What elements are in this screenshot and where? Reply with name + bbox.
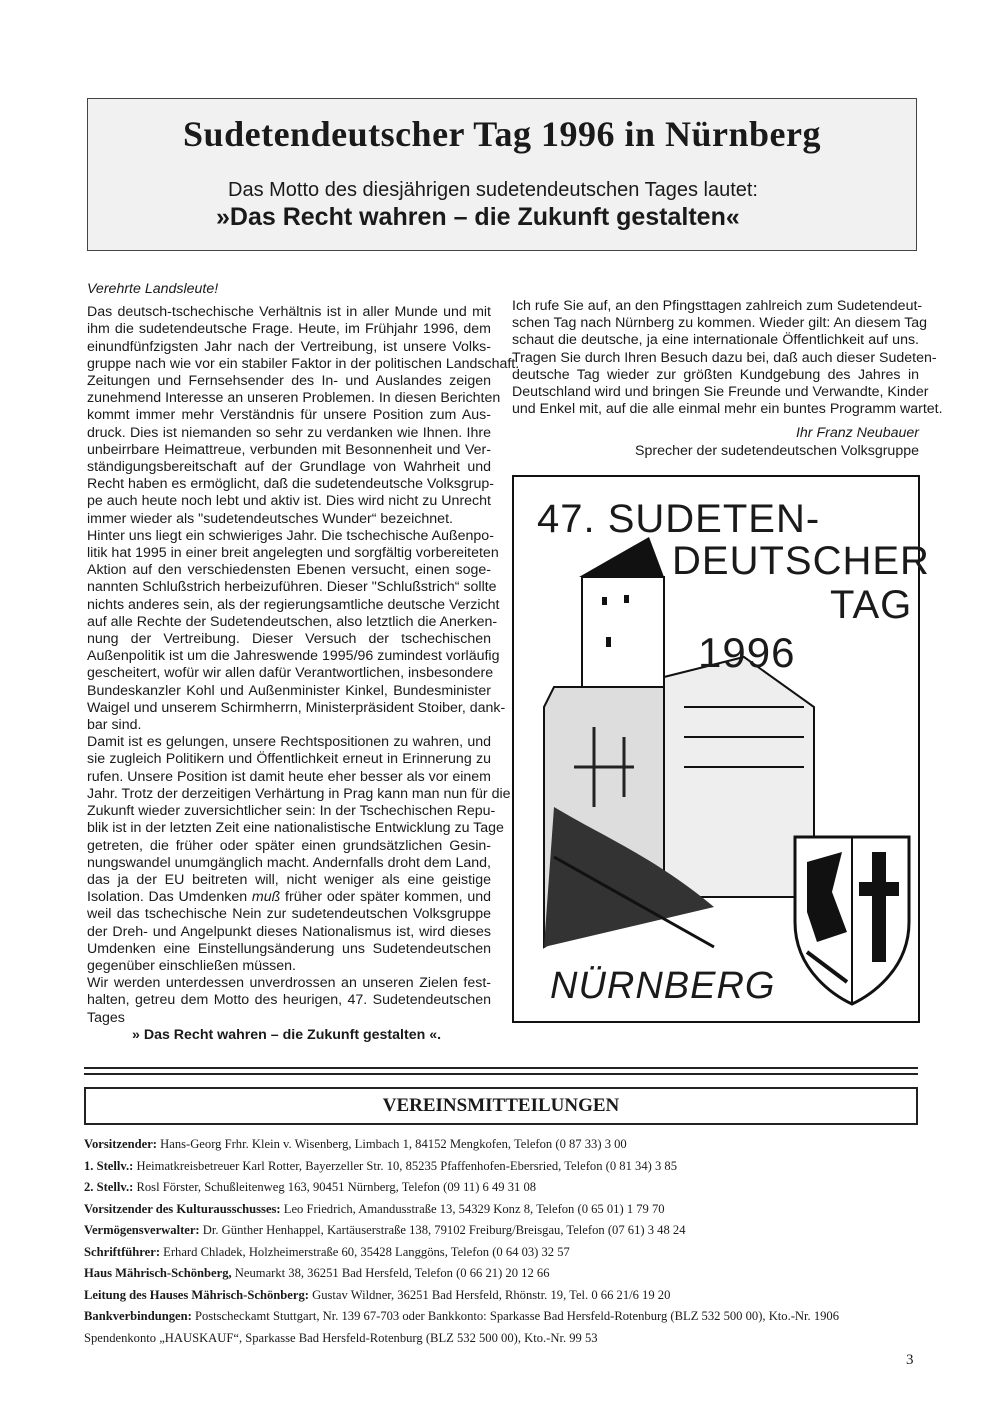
text-line: Damit ist es gelungen, unsere Rechtspositionen zu wahren, und (87, 734, 491, 751)
text-line: Tages (87, 1009, 125, 1026)
text-line: Umdenken eine Einstellungsänderung uns Sudetendeutschen (87, 940, 491, 957)
text-line: der Dreh- und Angelpunkt dieses Nationalismus ist, wird dieses (87, 923, 491, 940)
text-line: und Enkel mit, auf die alle einmal mehr ein buntes Programm wartet. (512, 401, 943, 418)
text-line: zunehmend Interesse an unseren Problemen. In diesen Berichten (87, 390, 501, 407)
text-line: Aktion auf den verschiedensten Ebenen versucht, einen soge- (87, 562, 491, 579)
text-line: Jahr. Trotz der derzeitigen Verhärtung in Prag kann man nun für die (87, 785, 511, 802)
section-heading: VEREINSMITTEILUNGEN (84, 1087, 918, 1125)
text-line: pe auch heute noch lebt und aktiv ist. Dies wird nicht zu Unrecht (87, 493, 491, 510)
signature-role: Sprecher der sudetendeutschen Volksgruppe (635, 442, 919, 459)
contact-entry: Bankverbindungen: Postscheckamt Stuttgart, Nr. 139 67-703 oder Bankkonto: Sparkasse Bad Hersfeld-Rotenburg (BLZ 532 500 00), Kto.-Nr. 1906 (84, 1309, 840, 1323)
text-line: Wir werden unterdessen unverdrossen an unseren Zielen fest- (87, 975, 491, 992)
text-line: unbeirrbare Heimattreue, verbunden mit Besonnenheit und Ver- (87, 441, 491, 458)
text-line: gruppe nach wie vor ein stabiler Faktor in der politischen Landschaft. (87, 355, 520, 372)
text-line: sie zugleich Politikern und Öffentlichkeit erneut in Erinnerung zu (87, 751, 491, 768)
entry-label: Vorsitzender des Kulturausschusses: (84, 1201, 281, 1216)
entry-label: Leitung des Hauses Mährisch-Schönberg: (84, 1287, 309, 1302)
text-line: gegenüber einschließen müssen. (87, 957, 297, 974)
text-line: Isolation. Das Umdenken muß früher oder später kommen, und (87, 889, 491, 906)
contact-entry: Leitung des Hauses Mährisch-Schönberg: Gustav Wildner, 36251 Bad Hersfeld, Rhönstr. 19, Tel. 0 66 21/6 19 20 (84, 1287, 671, 1302)
text-line: nung der Vertreibung. Dieser Versuch der tschechischen (87, 631, 491, 648)
paragraph (87, 734, 511, 975)
left-column (87, 281, 520, 1044)
greeting: Verehrte Landsleute! (87, 281, 219, 297)
text-line: Zeitungen und Fernsehsender des In- und Auslandes zeigen (87, 373, 491, 390)
entry-label: Schriftführer: (84, 1244, 161, 1259)
header-box (87, 98, 917, 251)
text-line: einundfünfzigsten Jahr nach der Vertreibung, ist unsere Volks- (87, 338, 491, 355)
text-line: nungswandel unumgänglich macht. Andernfalls droht dem Land, (87, 854, 491, 871)
event-poster (512, 475, 930, 1023)
text-line: nannten Schlußstrich herbeizuführen. Dieser "Schlußstrich“ sollte (87, 579, 497, 596)
poster-year: 1996 (698, 629, 796, 676)
paragraph (87, 304, 520, 528)
poster-line-3: TAG (830, 583, 913, 627)
text-line: Recht haben es ermöglicht, daß die sudetendeutsche Volksgrup- (87, 476, 494, 493)
motto-intro: Das Motto des diesjährigen sudetendeutschen Tages lautet: (228, 179, 758, 201)
entry-label: Vorsitzender: (84, 1137, 157, 1151)
divider (84, 1073, 918, 1075)
text-line: rufen. Unsere Position ist damit heute eher besser als vor einem (87, 768, 491, 785)
contact-entry: Vermögensverwalter: Dr. Günther Henhappel, Kartäuserstraße 138, 79102 Freiburg/Breisgau, Telefon (07 61) 3 48 24 (84, 1223, 686, 1237)
signature-block (512, 425, 919, 460)
text-line: litik hat 1995 in einer breit angelegten und sorgfältig vorbereiteten (87, 545, 499, 562)
entry-label: 2. Stellv.: (84, 1180, 134, 1194)
entry-label: Bankverbindungen: (84, 1309, 192, 1323)
paragraph (87, 975, 491, 1027)
text-line: druck. Dies ist niemanden so sehr zu verdanken wie Ihnen. Ihre (87, 424, 491, 441)
contact-entry: Vorsitzender: Hans-Georg Frhr. Klein v. Wisenberg, Limbach 1, 84152 Mengkofen, Telefon (0 87 33) 3 00 (84, 1137, 627, 1151)
contact-entry: 1. Stellv.: Heimatkreisbetreuer Karl Rotter, Bayerzeller Str. 10, 85235 Pfaffenhofen-Ebersried, Telefon (0 81 34) 3 85 (84, 1158, 678, 1173)
text-line: Waigel und unserem Schirmherrn, Ministerpräsident Stoiber, dank- (87, 699, 506, 716)
right-column (512, 298, 943, 418)
page-title: Sudetendeutscher Tag 1996 in Nürnberg (183, 114, 821, 154)
contact-entry: 2. Stellv.: Rosl Förster, Schußleitenweg 163, 90451 Nürnberg, Telefon (09 11) 6 49 31 08 (84, 1180, 537, 1194)
text-line: deutsche Tag wieder zur größten Kundgebung des Jahres in (512, 366, 919, 383)
divider (84, 1067, 918, 1069)
text-line: schen Tag nach Nürnberg zu kommen. Wieder gilt: An diesem Tag (512, 315, 928, 332)
text-line: auf alle Rechte der Sudetendeutschen, also letztlich die Anerken- (87, 613, 498, 630)
entry-label: Vermögensverwalter: (84, 1223, 200, 1237)
text-line: halten, getreu dem Motto des heurigen, 47. Sudetendeutschen (87, 992, 491, 1009)
text-line: schaut die deutsche, ja eine internationale Öffentlichkeit auf uns. (512, 332, 919, 349)
contact-list (84, 1134, 924, 1349)
motto: »Das Recht wahren – die Zukunft gestalten« (216, 203, 740, 231)
signature: Ihr Franz Neubauer (795, 425, 919, 441)
paragraph (512, 298, 943, 418)
text-line: ständigungsbereitschaft auf der Grundlage von Wahrheit und (87, 459, 491, 476)
text-line: immer wieder als "sudetendeutsches Wunder“ bezeichnet. (87, 510, 453, 527)
poster-line-1: 47. SUDETEN- (537, 497, 821, 541)
page-number: 3 (906, 1352, 914, 1368)
text-line: nichts anderes sein, als der regierungsamtliche deutsche Verzicht (87, 596, 500, 613)
text-line: kommt immer mehr Verständnis für unsere Position zum Aus- (87, 407, 491, 424)
text-line: Ich rufe Sie auf, an den Pfingsttagen zahlreich zum Sudetendeut- (512, 298, 923, 314)
entry-label: Haus Mährisch-Schönberg, (84, 1266, 232, 1280)
contact-entry: Spendenkonto „HAUSKAUF“, Sparkasse Bad Hersfeld-Rotenburg (BLZ 532 500 00), Kto.-Nr. 99 53 (84, 1330, 598, 1345)
text-line: weil das tschechische Nein zur sudetendeutschen Volksgruppe (87, 906, 491, 923)
text-line: Außenpolitik ist um die Jahreswende 1995/96 zumindest vorläufig (87, 648, 500, 665)
text-line: Tragen Sie durch Ihren Besuch dazu bei, daß auch dieser Sudeten- (512, 349, 937, 366)
text-line: bar sind. (87, 717, 142, 734)
text-line: Deutschland wird und bringen Sie Freunde und Verwandte, Kinder (512, 384, 929, 401)
left-body (87, 304, 520, 1027)
text-line: Bundeskanzler Kohl und Außenminister Kinkel, Bundesminister (87, 682, 491, 699)
coat-of-arms-icon (787, 832, 917, 1007)
text-line: Zukunft wieder zuversichtlicher sein: In der Tschechischen Repu- (87, 803, 496, 820)
contact-entry: Haus Mährisch-Schönberg, Neumarkt 38, 36251 Bad Hersfeld, Telefon (0 66 21) 20 12 66 (84, 1266, 550, 1280)
paragraph (87, 527, 506, 734)
text-line: blik ist in der letzten Zeit eine nationalistische Entwicklung zu Tage (87, 820, 504, 837)
text-line: gescheitert, wofür wir allen dafür Verantwortlichen, insbesondere (87, 665, 494, 682)
closing-motto: » Das Recht wahren – die Zukunft gestalten «. (132, 1026, 442, 1043)
contact-entry: Vorsitzender des Kulturausschusses: Leo Friedrich, Amandusstraße 13, 54329 Konz 8, Telefon (0 65 01) 1 79 70 (84, 1201, 665, 1216)
contact-entry: Schriftführer: Erhard Chladek, Holzheimerstraße 60, 35428 Langgöns, Telefon (0 64 03) 32 57 (84, 1244, 570, 1259)
entry-label: 1. Stellv.: (84, 1158, 134, 1173)
poster-city: NÜRNBERG (550, 965, 776, 1007)
text-line: Hinter uns liegt ein schwieriges Jahr. Die tschechische Außenpo- (87, 527, 494, 544)
text-line: das ja der EU beitreten will, nicht weniger als eine geistige (87, 871, 491, 888)
text-line: Das deutsch-tschechische Verhältnis ist in aller Munde und mit (87, 304, 491, 321)
text-line: getreten, die früher oder später einen grundsätzlichen Gesin- (87, 837, 491, 854)
text-line: ihm die sudetendeutsche Frage. Heute, im Frühjahr 1996, dem (87, 321, 491, 338)
poster-line-2: DEUTSCHER (672, 539, 930, 583)
